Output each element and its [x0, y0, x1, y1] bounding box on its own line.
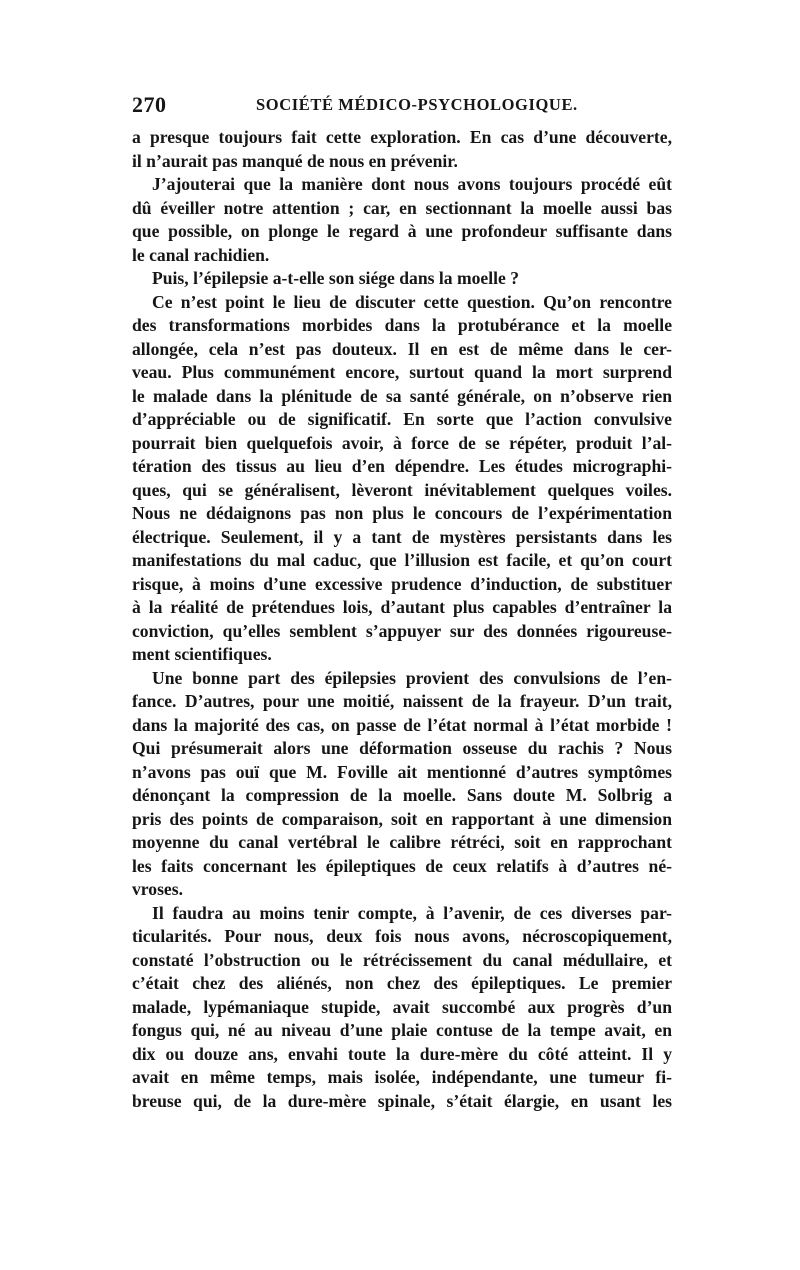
text-line: le canal rachidien. — [132, 244, 270, 265]
running-head — [132, 92, 672, 122]
text-line: avait en même temps, mais isolée, indépendante, une tumeur fi- — [132, 1067, 672, 1087]
text-line: risque, à moins d’une excessive prudence d’induction, de substituer — [132, 573, 672, 594]
text-line: Il faudra au moins tenir compte, à l’avenir, de ces diverses par- — [152, 902, 672, 923]
text-line: dix ou douze ans, envahi toute la dure-mère du côté atteint. Il y — [132, 1043, 672, 1064]
text-line: Puis, l’épilepsie a-t-elle son siége dans la moelle ? — [152, 268, 519, 288]
text-line: pourrait bien quelquefois avoir, à force de se répéter, produit l’al- — [132, 432, 672, 453]
text-line: Nous ne dédaignons pas non plus le concours de l’expérimentation — [132, 503, 672, 523]
text-line: n’avons pas ouï que M. Foville ait mentionné d’autres symptômes — [132, 761, 672, 782]
text-line: veau. Plus communément encore, surtout quand la mort surprend — [132, 362, 672, 382]
text-line: dû éveiller notre attention ; car, en sectionnant la moelle aussi bas — [132, 197, 672, 218]
page-number: 270 — [132, 92, 167, 117]
text-line: pris des points de comparaison, soit en rapportant à une dimension — [132, 808, 672, 829]
text-line: des transformations morbides dans la protubérance et la moelle — [132, 315, 672, 335]
text-line: dans la majorité des cas, on passe de l’état normal à l’état morbide ! — [132, 714, 672, 735]
text-line: Ce n’est point le lieu de discuter cette question. Qu’on rencontre — [152, 291, 672, 312]
text-line: moyenne du canal vertébral le calibre rétréci, soit en rapprochant — [132, 832, 672, 852]
text-line: malade, lypémaniaque stupide, avait succombé aux progrès d’un — [132, 996, 672, 1017]
text-line: ment scientifiques. — [132, 644, 272, 664]
text-line: a presque toujours fait cette exploration. En cas d’une découverte, — [132, 127, 672, 147]
text-line: conviction, qu’elles semblent s’appuyer sur des données rigoureuse- — [132, 620, 672, 641]
text-line: ques, qui se généralisent, lèveront inévitablement quelques voiles. — [132, 479, 672, 500]
text-line: électrique. Seulement, il y a tant de mystères persistants dans les — [132, 526, 672, 547]
text-line: tération des tissus au lieu d’en dépendre. Les études micrographi- — [132, 456, 672, 476]
text-line: les faits concernant les épileptiques de ceux relatifs à d’autres né- — [132, 855, 672, 876]
text-line: allongée, cela n’est pas douteux. Il en est de même dans le cer- — [132, 338, 672, 359]
text-line: il n’aurait pas manqué de nous en prévenir. — [132, 150, 458, 171]
journal-title: SOCIÉTÉ MÉDICO-PSYCHOLOGIQUE. — [256, 95, 578, 114]
text-line: Une bonne part des épilepsies provient des convulsions de l’en- — [152, 667, 672, 688]
text-line: fongus qui, né au niveau d’une plaie contuse de la tempe avait, en — [132, 1020, 672, 1040]
text-line: dénonçant la compression de la moelle. Sans doute M. Solbrig a — [132, 785, 672, 805]
text-line: d’appréciable ou de significatif. En sorte que l’action convulsive — [132, 409, 672, 429]
body-text — [132, 126, 672, 1113]
text-line: fance. D’autres, pour une moitié, naissent de la frayeur. D’un trait, — [132, 691, 672, 711]
text-line: ticularités. Pour nous, deux fois nous avons, nécroscopiquement, — [132, 926, 672, 946]
text-line: le malade dans la plénitude de sa santé générale, on n’observe rien — [132, 385, 672, 406]
text-line: que possible, on plonge le regard à une profondeur suffisante dans — [132, 221, 672, 241]
text-line: breuse qui, de la dure-mère spinale, s’était élargie, en usant les — [132, 1090, 672, 1111]
text-line: J’ajouterai que la manière dont nous avons toujours procédé eût — [152, 174, 672, 194]
text-line: Qui présumerait alors une déformation osseuse du rachis ? Nous — [132, 738, 672, 758]
text-line: manifestations du mal caduc, que l’illusion est facile, et qu’on court — [132, 550, 672, 570]
text-line: à la réalité de prétendues lois, d’autant plus capables d’entraîner la — [132, 597, 672, 617]
text-line: vroses. — [132, 879, 183, 899]
text-line: constaté l’obstruction ou le rétrécissement du canal médullaire, et — [132, 949, 672, 970]
text-line: c’était chez des aliénés, non chez des épileptiques. Le premier — [132, 973, 672, 993]
